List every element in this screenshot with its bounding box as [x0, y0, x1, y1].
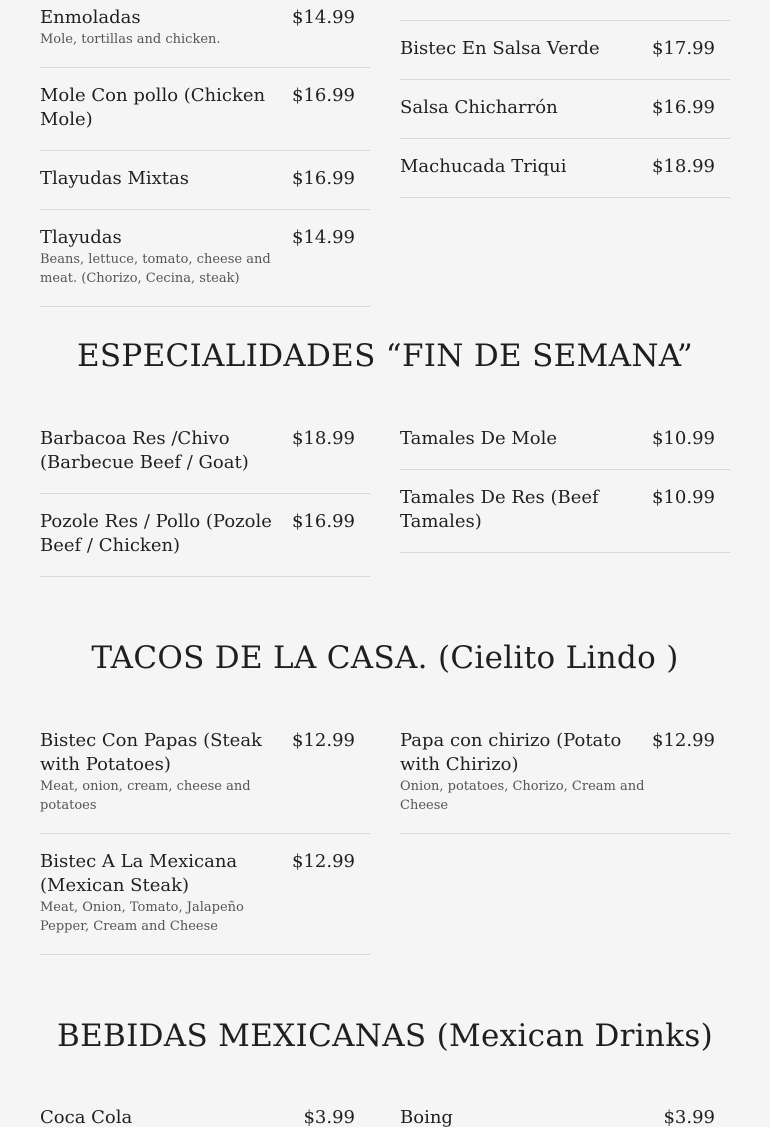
menu-item-name: Papa con chirizo (Potato with Chirizo) — [400, 730, 622, 775]
menu-item-name: Tlayudas Mixtas — [40, 168, 190, 189]
cut-off-menu-row — [400, 0, 730, 21]
menu-item — [400, 155, 730, 198]
menu-list-left — [40, 6, 370, 323]
menu-item-description: Meat, Onion, Tomato, Jalapeño Pepper, Cream and Cheese — [40, 900, 244, 934]
menu-item — [400, 37, 730, 80]
menu-item-price: $14.99 — [292, 227, 355, 248]
menu-item-description: Meat, onion, cream, cheese and potatoes — [40, 779, 251, 813]
menu-item-name: Enmoladas — [40, 7, 141, 28]
menu-item-description: Mole, tortillas and chicken. — [40, 32, 221, 47]
menu-item — [40, 1106, 370, 1127]
menu-item — [400, 96, 730, 139]
menu-item-price: $14.99 — [292, 7, 355, 28]
menu-item-description: Beans, lettuce, tomato, cheese and meat. (Chorizo, Cecina, steak) — [40, 252, 271, 286]
menu-list-right — [400, 729, 730, 850]
menu-item-price: $3.99 — [303, 1107, 355, 1127]
menu-item — [40, 510, 370, 577]
menu-list-right — [400, 1106, 730, 1127]
menu-item-name: Boing — [400, 1107, 453, 1127]
menu-item — [400, 729, 730, 834]
menu-item-description: Onion, potatoes, Chorizo, Cream and Cheese — [400, 779, 645, 813]
menu-item-price: $18.99 — [292, 428, 355, 449]
menu-list-right — [400, 37, 730, 214]
menu-item-name: Mole Con pollo (Chicken Mole) — [40, 85, 266, 130]
section-title-bebidas: BEBIDAS MEXICANAS (Mexican Drinks) — [57, 1018, 713, 1054]
menu-item-name: Tlayudas — [40, 227, 122, 248]
menu-item-price: $18.99 — [652, 156, 715, 177]
menu-item-price: $16.99 — [292, 168, 355, 189]
menu-item-price: $12.99 — [652, 730, 715, 751]
menu-item-price: $10.99 — [652, 487, 715, 508]
menu-item-price: $10.99 — [652, 428, 715, 449]
menu-item-name: Pozole Res / Pollo (Pozole Beef / Chicken) — [40, 511, 272, 556]
menu-item-price: $3.99 — [663, 1107, 715, 1127]
menu-item-name: Bistec En Salsa Verde — [400, 38, 600, 59]
menu-item-price: $17.99 — [652, 38, 715, 59]
menu-item — [40, 167, 370, 210]
menu-item — [40, 427, 370, 494]
menu-item — [400, 486, 730, 553]
section-title-especialidades: ESPECIALIDADES “FIN DE SEMANA” — [76, 338, 694, 374]
menu-item-name: Bistec A La Mexicana (Mexican Steak) — [40, 851, 238, 896]
menu-list-right — [400, 427, 730, 569]
menu-item-name: Coca Cola — [40, 1107, 133, 1127]
menu-item-name: Salsa Chicharrón — [400, 97, 558, 118]
menu-item-price: $12.99 — [292, 851, 355, 872]
menu-list-left — [40, 427, 370, 593]
menu-item — [40, 84, 370, 151]
menu-item-price: $16.99 — [292, 85, 355, 106]
menu-item — [40, 850, 370, 955]
menu-item-name: Bistec Con Papas (Steak with Potatoes) — [40, 730, 262, 775]
menu-item-price: $16.99 — [292, 511, 355, 532]
menu-list-left — [40, 729, 370, 971]
menu-item — [400, 1106, 730, 1127]
menu-item — [400, 427, 730, 470]
menu-item-name: Tamales De Res (Beef Tamales) — [400, 487, 599, 532]
menu-item-name: Tamales De Mole — [400, 428, 557, 449]
menu-item-name: Machucada Triqui — [400, 156, 567, 177]
menu-item — [40, 6, 370, 68]
menu-item-price: $12.99 — [292, 730, 355, 751]
menu-item-price: $16.99 — [652, 97, 715, 118]
menu-item — [40, 729, 370, 834]
menu-list-left — [40, 1106, 370, 1127]
section-title-tacos: TACOS DE LA CASA. (Cielito Lindo ) — [91, 640, 679, 676]
menu-item — [40, 226, 370, 307]
menu-item-name: Barbacoa Res /Chivo (Barbecue Beef / Goat) — [40, 428, 249, 473]
